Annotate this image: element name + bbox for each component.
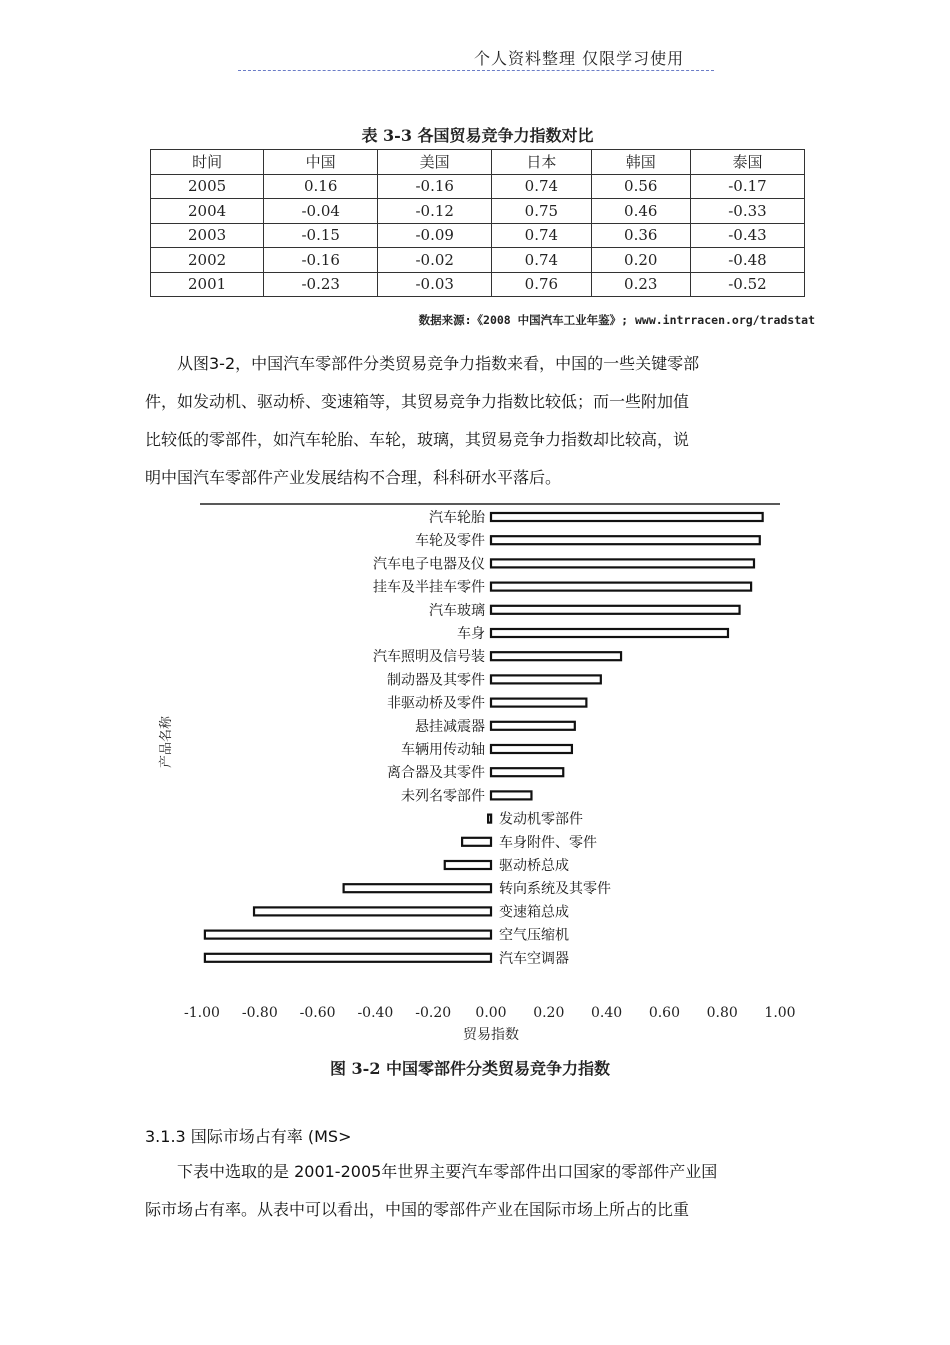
x-axis-label: 贸易指数 (463, 1027, 519, 1043)
category-label: 未列名零部件 (401, 788, 485, 805)
table-row (151, 223, 805, 248)
category-label: 车轮及零件 (415, 533, 485, 550)
section-heading: 3.1.3 国际市场占有率 (MS> (145, 1127, 352, 1146)
chart-bar (491, 513, 763, 521)
chart-bar (491, 536, 760, 544)
table-cell: 0.74 (492, 174, 591, 199)
x-tick-label: 0.80 (706, 1005, 738, 1021)
table-cell: 0.76 (492, 272, 591, 297)
table-cell: 0.74 (492, 223, 591, 248)
chart-bar (205, 954, 491, 962)
table-header-cell: 日本 (492, 150, 591, 175)
chart-bar (491, 675, 601, 683)
table-cell: 0.20 (591, 248, 690, 273)
paragraph-line: 下表中选取的是 2001-2005年世界主要汽车零部件出口国家的零部件产业国 (177, 1162, 718, 1181)
x-tick-label: -0.80 (241, 1005, 278, 1021)
category-label: 变速箱总成 (499, 904, 569, 921)
category-label: 发动机零部件 (499, 811, 583, 828)
table-source-note: 数据来源:《2008 中国汽车工业年鉴》; www.intrracen.org/tradstat (418, 313, 815, 327)
chart-bar (462, 838, 491, 846)
category-label: 空气压缩机 (499, 927, 569, 944)
page-header: 个人资料整理 仅限学习使用 (474, 49, 685, 68)
chart-bar (491, 559, 754, 567)
chart-bar (491, 699, 586, 707)
paragraph-market-share (145, 1153, 785, 1229)
table-cell: -0.43 (690, 223, 804, 248)
table-cell: 2005 (151, 174, 264, 199)
paragraph-line: 比较低的零部件，如汽车轮胎、车轮，玻璃，其贸易竞争力指数却比较高，说 (145, 430, 690, 449)
table-cell: 0.56 (591, 174, 690, 199)
table-header-cell: 时间 (151, 150, 264, 175)
table-cell: 0.74 (492, 248, 591, 273)
category-label: 驱动桥总成 (499, 858, 569, 874)
chart-bar (491, 583, 751, 591)
paragraph-line: 明中国汽车零部件产业发展结构不合理，科科研水平落后。 (145, 468, 562, 487)
table-header-cell: 泰国 (690, 150, 804, 175)
table-cell: 0.36 (591, 223, 690, 248)
paragraph-line: 从图3-2，中国汽车零部件分类贸易竞争力指数来看，中国的一些关键零部 (177, 354, 700, 373)
table-cell: 0.23 (591, 272, 690, 297)
table-cell: -0.48 (690, 248, 804, 273)
table-cell: 2004 (151, 199, 264, 224)
chart-bar (445, 861, 491, 869)
competitiveness-table (150, 149, 805, 297)
table-header-cell: 美国 (378, 150, 492, 175)
table-cell: 2001 (151, 272, 264, 297)
table-cell: 0.16 (264, 174, 378, 199)
x-tick-label: 0.40 (591, 1005, 623, 1021)
category-label: 车辆用传动轴 (401, 742, 485, 758)
table-cell: 2003 (151, 223, 264, 248)
table-cell: -0.16 (264, 248, 378, 273)
table-cell: -0.02 (378, 248, 492, 273)
x-tick-label: -0.20 (415, 1005, 452, 1021)
category-label: 挂车及半挂车零件 (373, 579, 485, 596)
chart-title: 图 3-2 中国零部件分类贸易竞争力指数 (329, 1059, 611, 1078)
category-label: 汽车照明及信号装 (373, 649, 485, 666)
table-row (151, 272, 805, 297)
chart-bar (488, 815, 491, 823)
table-cell: -0.52 (690, 272, 804, 297)
y-axis-label: 产品名称 (159, 715, 174, 769)
table-cell: -0.16 (378, 174, 492, 199)
category-label: 汽车电子电器及仪 (373, 556, 485, 573)
table-header-row (151, 150, 805, 175)
x-tick-label: -1.00 (184, 1005, 220, 1021)
chart-bar (344, 884, 491, 892)
trade-index-chart (150, 492, 810, 1087)
paragraph-line: 际市场占有率。从表中可以看出，中国的零部件产业在国际市场上所占的比重 (145, 1200, 690, 1219)
chart-bar (205, 931, 491, 939)
table-cell: -0.04 (264, 199, 378, 224)
category-label: 车身附件、零件 (499, 834, 597, 851)
table-row (151, 199, 805, 224)
chart-bar (491, 745, 572, 753)
category-label: 汽车玻璃 (429, 602, 485, 619)
category-label: 车身 (457, 626, 485, 642)
table-header-cell: 中国 (264, 150, 378, 175)
x-tick-label: 0.20 (533, 1005, 565, 1021)
paragraph-line: 件，如发动机、驱动桥、变速箱等，其贸易竞争力指数比较低；而一些附加值 (145, 392, 690, 411)
chart-bar (491, 652, 621, 660)
x-tick-label: -0.40 (357, 1005, 394, 1021)
category-label: 转向系统及其零件 (499, 881, 611, 898)
table-cell: 0.75 (492, 199, 591, 224)
chart-bar (491, 791, 531, 799)
table-cell: 2002 (151, 248, 264, 273)
table-row (151, 174, 805, 199)
x-tick-label: 1.00 (764, 1005, 796, 1021)
category-label: 汽车轮胎 (429, 510, 485, 526)
table-cell: -0.12 (378, 199, 492, 224)
table-cell: -0.03 (378, 272, 492, 297)
table-cell: -0.09 (378, 223, 492, 248)
table-cell: -0.33 (690, 199, 804, 224)
category-label: 悬挂减震器 (415, 718, 485, 735)
paragraph-analysis (145, 345, 785, 497)
chart-bar (254, 907, 491, 915)
table-header-cell: 韩国 (591, 150, 690, 175)
table-cell: -0.15 (264, 223, 378, 248)
x-tick-label: -0.60 (299, 1005, 336, 1021)
chart-bar (491, 606, 740, 614)
table-title: 表 3-3 各国贸易竞争力指数对比 (361, 126, 594, 145)
header-divider (238, 70, 714, 71)
chart-bar (491, 629, 728, 637)
category-label: 汽车空调器 (499, 950, 569, 967)
table-cell: -0.23 (264, 272, 378, 297)
category-label: 非驱动桥及零件 (387, 695, 485, 712)
table-row (151, 248, 805, 273)
x-tick-label: 0.00 (475, 1005, 507, 1021)
table-cell: 0.46 (591, 199, 690, 224)
x-tick-label: 0.60 (648, 1005, 680, 1021)
category-label: 离合器及其零件 (387, 765, 485, 782)
chart-bar (491, 722, 575, 730)
chart-bar (491, 768, 563, 776)
table-cell: -0.17 (690, 174, 804, 199)
category-label: 制动器及其零件 (387, 672, 485, 689)
